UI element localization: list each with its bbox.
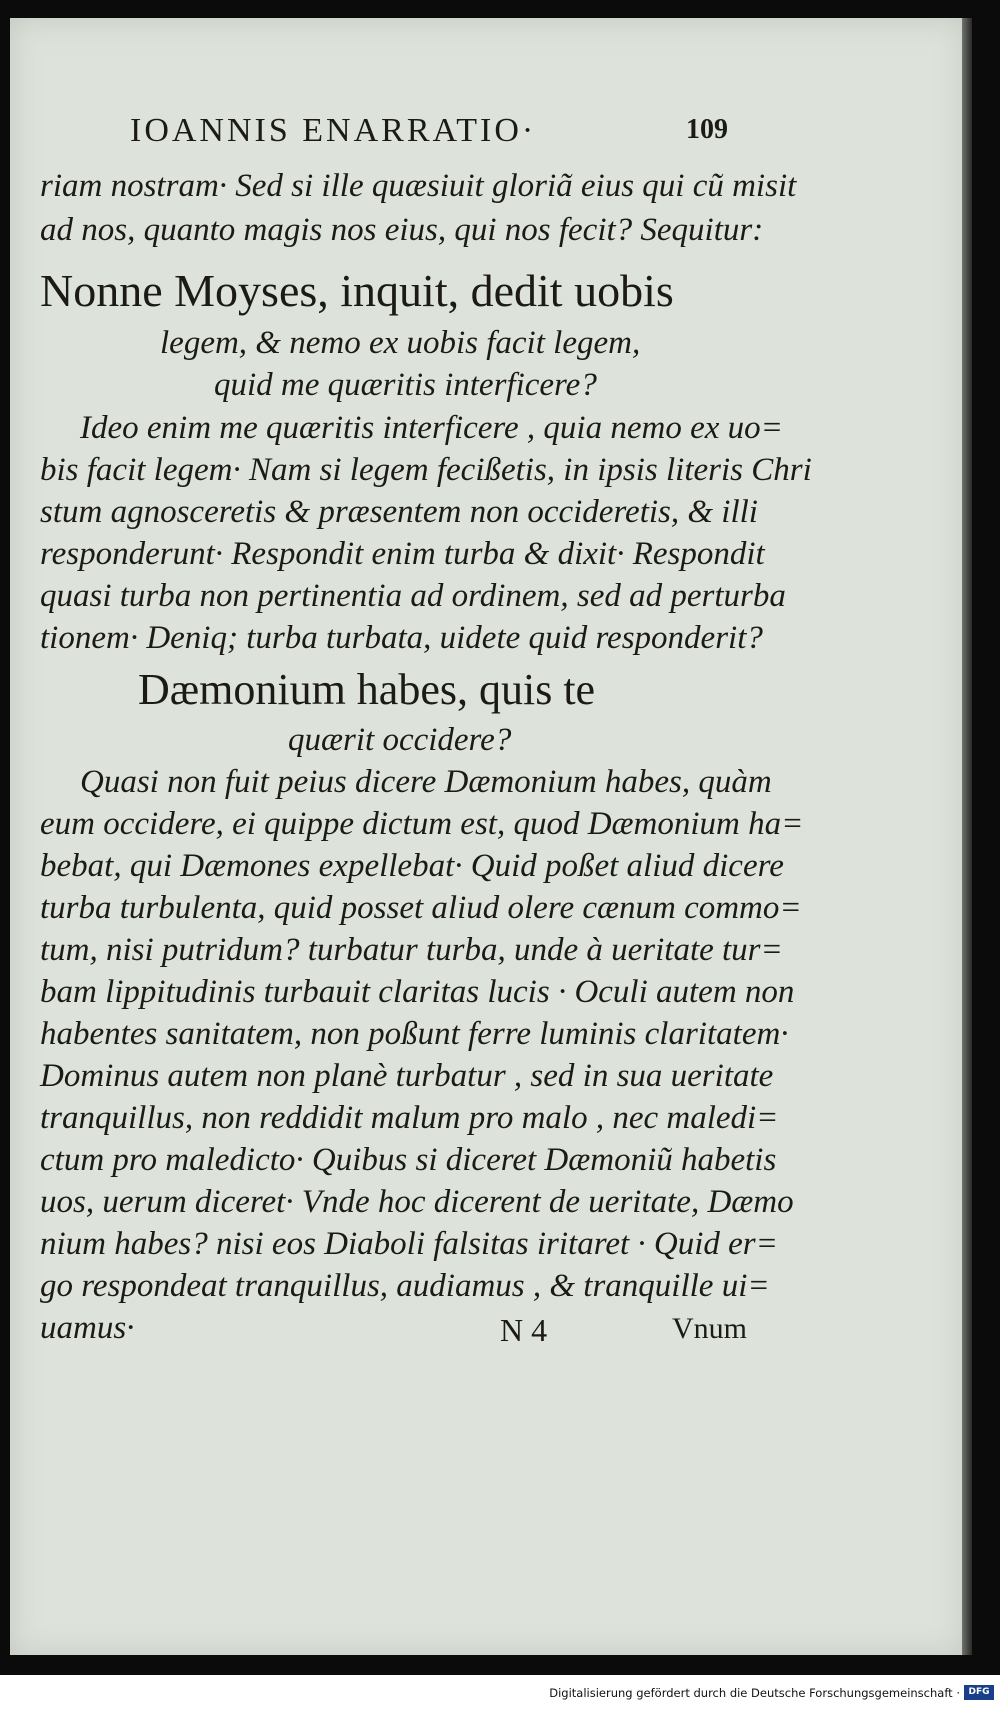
signature-mark: N 4 (500, 1312, 548, 1348)
text-line: uamus· (40, 1310, 135, 1346)
text-line: riam nostram· Sed si ille quæsiuit gloriã eius qui cũ misit (40, 168, 797, 204)
page-edge (962, 18, 972, 1655)
text-line: bebat, qui Dæmones expellebat· Quid poßet aliud dicere (40, 848, 784, 884)
text-line: uos, uerum diceret· Vnde hoc dicerent de ueritate, Dæmo (40, 1184, 794, 1220)
text-line: ctum pro maledicto· Quibus si diceret Dæmoniũ habetis (40, 1142, 777, 1178)
text-line: responderunt· Respondit enim turba & dixit· Respondit (40, 536, 765, 572)
catchword: Vnum (672, 1312, 747, 1345)
text-line: stum agnosceretis & præsentem non occideretis, & illi (40, 494, 758, 530)
text-line: ad nos, quanto magis nos eius, qui nos fecit? Sequitur: (40, 212, 764, 248)
text-line: Dominus autem non planè turbatur , sed in sua ueritate (40, 1058, 774, 1094)
text-line: go respondeat tranquillus, audiamus , & tranquille ui= (40, 1268, 770, 1304)
text-line: tum, nisi putridum? turbatur turba, unde à ueritate tur= (40, 932, 783, 968)
running-head: IOANNIS ENARRATIO· (130, 112, 537, 149)
folio-number: 109 (686, 114, 728, 145)
text-line: Quasi non fuit peius dicere Dæmonium habes, quàm (80, 764, 772, 800)
display-heading-line: quærit occidere? (288, 722, 512, 758)
text-line: habentes sanitatem, non poßunt ferre luminis claritatem· (40, 1016, 789, 1052)
text-line: tionem· Deniq; turba turbata, uidete quid responderit? (40, 620, 763, 656)
text-line: Ideo enim me quæritis interficere , quia nemo ex uo= (80, 410, 783, 446)
text-line: nium habes? nisi eos Diaboli falsitas iritaret · Quid er= (40, 1226, 778, 1262)
text-line: eum occidere, ei quippe dictum est, quod Dæmonium ha= (40, 806, 804, 842)
digitization-credit: Digitalisierung gefördert durch die Deutsche Forschungsgemeinschaft · (549, 1686, 960, 1700)
dfg-logo: DFG (964, 1685, 994, 1700)
text-line: quasi turba non pertinentia ad ordinem, sed ad perturba (40, 578, 786, 614)
display-heading-line: quid me quæritis interficere? (214, 367, 597, 403)
text-line: tranquillus, non reddidit malum pro malo , nec maledi= (40, 1100, 779, 1136)
display-heading: Nonne Moyses, inquit, dedit uobis (40, 265, 674, 316)
display-heading: Dæmonium habes, quis te (138, 665, 596, 714)
text-line: turba turbulenta, quid posset aliud olere cænum commo= (40, 890, 802, 926)
text-line: bam lippitudinis turbauit claritas lucis · Oculi autem non (40, 974, 795, 1010)
text-line: bis facit legem· Nam si legem fecißetis, in ipsis literis Chri (40, 452, 812, 488)
display-heading-line: legem, & nemo ex uobis facit legem, (160, 325, 641, 361)
